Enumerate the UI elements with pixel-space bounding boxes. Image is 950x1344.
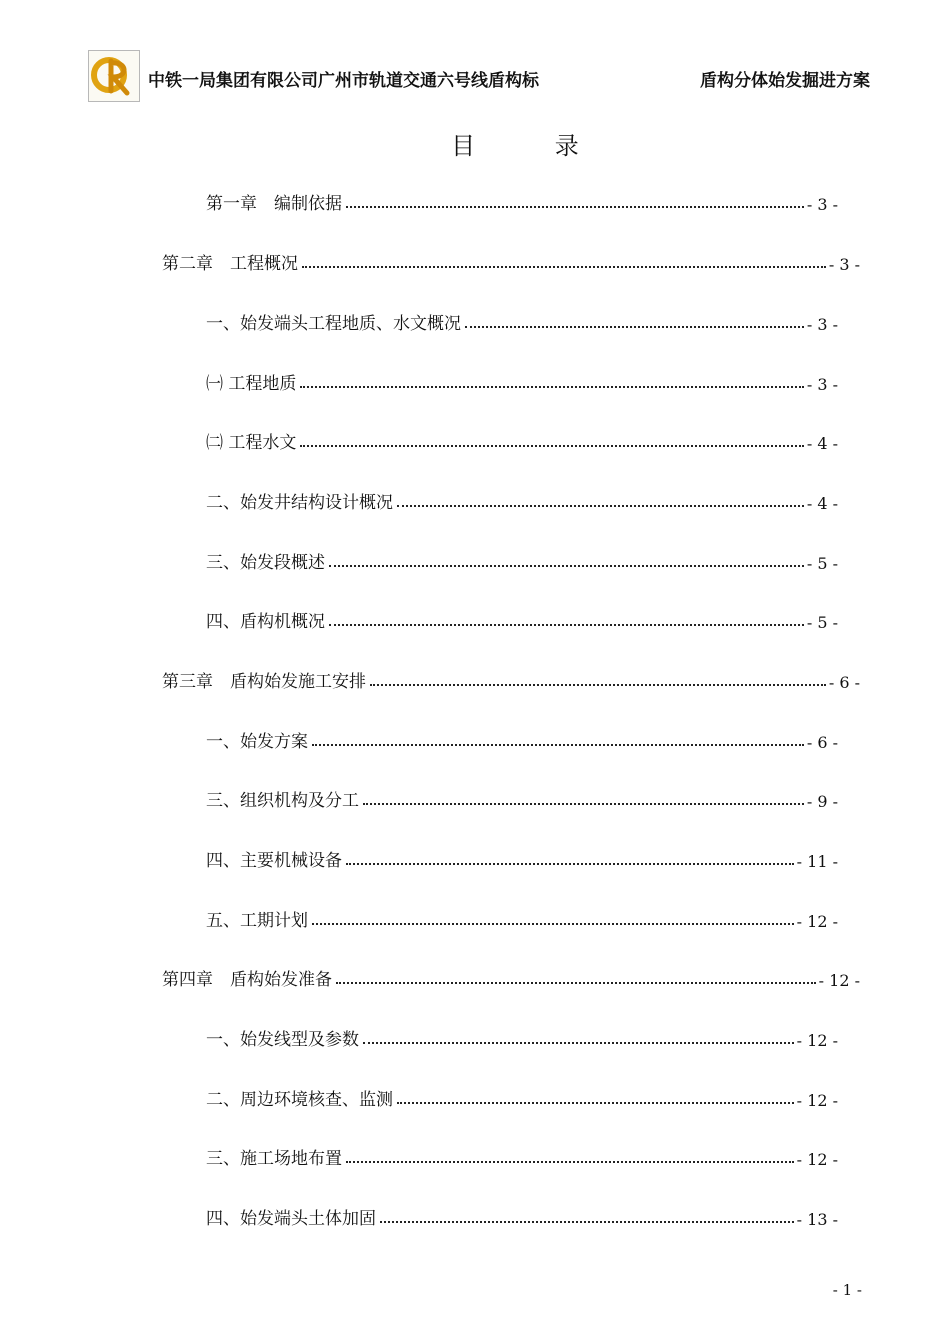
toc-entry[interactable] bbox=[206, 545, 838, 573]
toc-entry[interactable] bbox=[206, 843, 838, 871]
toc-entry[interactable] bbox=[206, 1141, 838, 1169]
toc-entry-page: - 6 - bbox=[828, 673, 860, 692]
toc-entry[interactable] bbox=[162, 962, 860, 990]
toc-leader bbox=[336, 981, 816, 984]
toc-entry-page: - 13 - bbox=[796, 1210, 838, 1229]
toc-entry-label: ㈡ 工程水文 bbox=[206, 433, 297, 453]
toc-entry[interactable] bbox=[206, 366, 838, 394]
toc-entry-page: - 3 - bbox=[806, 315, 838, 334]
toc-entry[interactable] bbox=[162, 246, 860, 274]
toc-entry-page: - 12 - bbox=[818, 971, 860, 990]
toc-leader bbox=[346, 1160, 794, 1163]
toc-entry-label: 二、周边环境核查、监测 bbox=[206, 1090, 393, 1110]
toc-entry-page: - 3 - bbox=[828, 255, 860, 274]
toc-entry-page: - 12 - bbox=[796, 1150, 838, 1169]
toc-entry[interactable] bbox=[206, 604, 838, 632]
toc-entry[interactable] bbox=[206, 783, 838, 811]
toc-leader bbox=[397, 504, 804, 507]
toc-entry[interactable] bbox=[206, 425, 838, 453]
toc-entry-page: - 4 - bbox=[806, 434, 838, 453]
toc-entry-label: 四、始发端头土体加固 bbox=[206, 1209, 376, 1229]
toc-leader bbox=[329, 564, 804, 567]
toc-entry-label: 三、施工场地布置 bbox=[206, 1149, 342, 1169]
toc-entry-label: 三、始发段概述 bbox=[206, 553, 325, 573]
toc-leader bbox=[312, 922, 794, 925]
toc-entry[interactable] bbox=[206, 1022, 838, 1050]
toc-entry-label: 三、组织机构及分工 bbox=[206, 791, 359, 811]
toc-entry-page: - 12 - bbox=[796, 1091, 838, 1110]
toc-entry-page: - 5 - bbox=[806, 554, 838, 573]
toc-leader bbox=[465, 325, 804, 328]
toc-leader bbox=[380, 1220, 794, 1223]
toc-entry-label: 第四章 盾构始发准备 bbox=[162, 970, 332, 990]
toc-leader bbox=[397, 1101, 794, 1104]
toc-entry[interactable] bbox=[206, 903, 838, 931]
toc-entry-label: 四、盾构机概况 bbox=[206, 612, 325, 632]
header-company-title: 中铁一局集团有限公司广州市轨道交通六号线盾构标 bbox=[148, 71, 539, 91]
toc-entry[interactable] bbox=[206, 1082, 838, 1110]
toc-title: 目 录 bbox=[451, 132, 615, 160]
toc-entry-page: - 3 - bbox=[806, 195, 838, 214]
toc-entry[interactable] bbox=[162, 664, 860, 692]
toc-entry-label: 二、始发井结构设计概况 bbox=[206, 493, 393, 513]
toc-leader bbox=[302, 265, 826, 268]
toc-entry-page: - 6 - bbox=[806, 733, 838, 752]
toc-entry[interactable] bbox=[206, 186, 838, 214]
toc-leader bbox=[346, 205, 804, 208]
toc-entry-page: - 11 - bbox=[796, 852, 838, 871]
toc-leader bbox=[329, 623, 804, 626]
toc-entry-label: ㈠ 工程地质 bbox=[206, 374, 297, 394]
toc-leader bbox=[312, 743, 804, 746]
toc-entry-page: - 3 - bbox=[806, 375, 838, 394]
page-number: - 1 - bbox=[832, 1281, 862, 1299]
toc-leader bbox=[370, 683, 826, 686]
toc-entry[interactable] bbox=[206, 485, 838, 513]
toc-entry-label: 五、工期计划 bbox=[206, 911, 308, 931]
toc-leader bbox=[363, 1041, 794, 1044]
toc-entry-label: 一、始发端头工程地质、水文概况 bbox=[206, 314, 461, 334]
toc-entry[interactable] bbox=[206, 306, 838, 334]
toc-entry-page: - 12 - bbox=[796, 1031, 838, 1050]
toc-leader bbox=[363, 802, 804, 805]
toc-leader bbox=[300, 385, 803, 388]
toc-entry-page: - 5 - bbox=[806, 613, 838, 632]
toc-entry-label: 四、主要机械设备 bbox=[206, 851, 342, 871]
toc-entry-label: 一、始发方案 bbox=[206, 732, 308, 752]
toc-entry-label: 第二章 工程概况 bbox=[162, 254, 298, 274]
toc-entry[interactable] bbox=[206, 724, 838, 752]
toc-entry-page: - 12 - bbox=[796, 912, 838, 931]
toc-entry-label: 一、始发线型及参数 bbox=[206, 1030, 359, 1050]
toc-entry-label: 第三章 盾构始发施工安排 bbox=[162, 672, 366, 692]
header-document-title: 盾构分体始发掘进方案 bbox=[700, 71, 870, 91]
toc-entry-label: 第一章 编制依据 bbox=[206, 194, 342, 214]
toc-entry-page: - 9 - bbox=[806, 792, 838, 811]
toc-leader bbox=[300, 444, 803, 447]
toc-entry[interactable] bbox=[206, 1201, 838, 1229]
toc-entry-page: - 4 - bbox=[806, 494, 838, 513]
toc-leader bbox=[346, 862, 794, 865]
